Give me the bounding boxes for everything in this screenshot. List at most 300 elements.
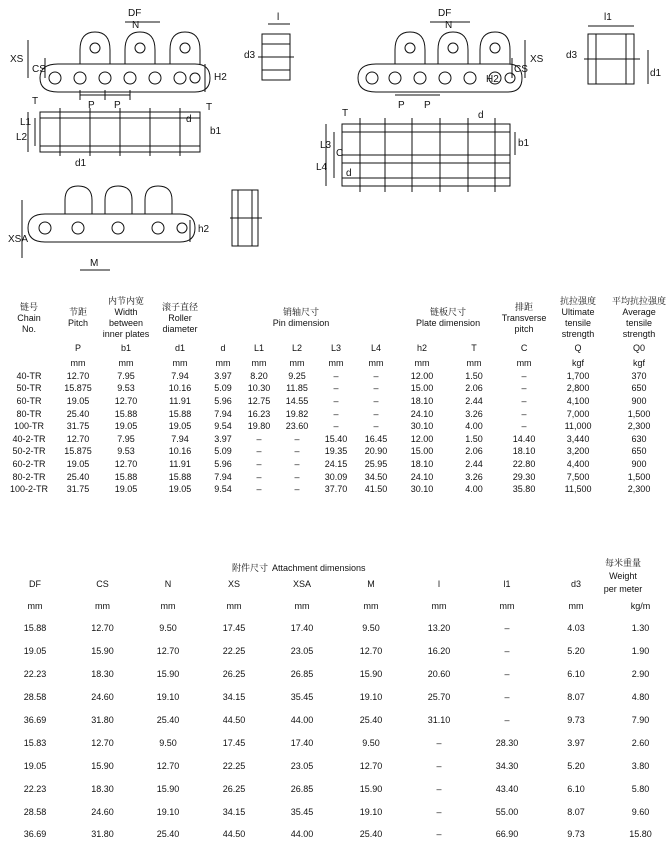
table-cell: 12.70 [66, 433, 90, 444]
table-cell: 24.10 [410, 408, 434, 419]
table-cell: 15.90 [156, 783, 180, 794]
table-cell: – [373, 383, 379, 394]
table-cell: 23.05 [290, 760, 314, 771]
table-cell: 15.00 [410, 446, 434, 457]
table-cell: 15.88 [168, 408, 192, 419]
header-transverse-pitch: 排距 Transverse pitch [501, 301, 547, 334]
table-cell: 30.10 [410, 421, 434, 432]
table-cell: 12.75 [247, 395, 271, 406]
table-cell: 19.80 [247, 421, 271, 432]
table-cell: 13.20 [427, 623, 451, 634]
table-cell: 2.44 [465, 458, 483, 469]
table-cell: 25.70 [427, 692, 451, 703]
table-cell: 15.00 [410, 383, 434, 394]
unit-cell: mm [226, 600, 242, 611]
table-cell: 15.875 [64, 383, 92, 394]
table-cell: 9.50 [159, 623, 177, 634]
chain-no-cell: 80-2-TR [12, 471, 46, 482]
table-cell: – [333, 383, 339, 394]
table-cell: – [521, 421, 527, 432]
table-row [0, 483, 670, 496]
table-cell: 10.16 [168, 446, 192, 457]
unit-cell: mm [118, 357, 134, 368]
table-cell: 7.94 [171, 370, 189, 381]
table-cell: – [504, 646, 510, 657]
table-cell: 12.70 [91, 737, 114, 748]
table-cell: 22.80 [512, 458, 536, 469]
table-cell: 15.40 [324, 433, 348, 444]
table-cell: 9.50 [362, 623, 380, 634]
table-row [0, 446, 670, 459]
table-cell: 12.00 [410, 370, 434, 381]
table-cell: 5.80 [631, 783, 650, 794]
table-cell: 31.10 [427, 715, 451, 725]
table-cell: 25.40 [156, 715, 180, 725]
table-cell: 16.20 [427, 646, 451, 657]
table-cell: 3.97 [214, 370, 232, 381]
symbol-cell [0, 340, 58, 356]
table-row [0, 777, 670, 800]
table-cell: 26.25 [222, 669, 246, 680]
weight-per-meter-header: 每米重量 Weight per meter [603, 558, 643, 594]
unit-cell: mm [499, 600, 515, 611]
table-cell: 19.82 [285, 408, 309, 419]
unit-cell: mm [568, 600, 584, 611]
header-roller-diameter: 滚子直径 Roller diameter [161, 301, 198, 334]
table-cell: 2.60 [631, 737, 650, 748]
table-row [0, 823, 670, 846]
label-L1: L1 [20, 117, 32, 128]
table-cell: 15.80 [629, 829, 652, 840]
symbol-cell: L2 [291, 342, 302, 353]
label-P: P [88, 100, 95, 111]
symbol-cell: h2 [417, 342, 428, 353]
table-cell: 23.05 [290, 646, 314, 657]
table-cell: 3,440 [566, 433, 590, 444]
table-cell: 15.90 [359, 669, 383, 680]
table-cell: 66.90 [495, 829, 519, 840]
symbol-cell: XSA [292, 579, 311, 589]
label-XSA: XSA [8, 234, 29, 245]
table-cell: 34.15 [222, 806, 246, 817]
chain-no-cell: 60-TR [16, 395, 42, 406]
symbol-cell: N [164, 579, 172, 589]
table-cell: 23.60 [285, 421, 309, 432]
table2-unit-row [0, 594, 670, 617]
chain-spec-table [0, 296, 670, 496]
table-cell: 19.05 [168, 421, 192, 432]
table2-body [0, 574, 670, 846]
label-L4: L4 [316, 162, 328, 173]
chain-no-cell: 80-TR [16, 408, 42, 419]
attachment-dimension-table [0, 574, 670, 846]
unit-cell: mm [289, 357, 305, 368]
attachment-dimensions-title: 附件尺寸 Attachment dimensions [232, 563, 366, 573]
label-XS-right: XS [530, 54, 544, 65]
unit-cell: mm [363, 600, 379, 611]
table-cell: 37.70 [324, 484, 348, 495]
table-cell: 2,300 [627, 484, 651, 495]
label-N: N [132, 20, 140, 31]
table-cell: 15.88 [23, 623, 47, 634]
table-cell: 19.10 [156, 806, 180, 817]
unit-cell: mm [414, 357, 430, 368]
table-cell: 31.75 [66, 421, 90, 432]
chain-attachment-front-view-left [28, 22, 210, 100]
table-cell: 8.20 [250, 370, 268, 381]
unit-cell: mm [466, 357, 482, 368]
table-cell: – [521, 383, 527, 394]
table-cell: 7.94 [171, 433, 189, 444]
label-M: M [90, 258, 99, 269]
header-chain-no: 链号 Chain No. [17, 301, 41, 334]
table-cell: 19.05 [114, 484, 138, 495]
table-cell: 28.58 [23, 806, 47, 817]
symbol-cell: l1 [503, 579, 511, 589]
table-cell: 12.70 [114, 458, 138, 469]
table-cell: 9.54 [214, 421, 232, 432]
symbol-cell: L1 [253, 342, 264, 353]
header-inner-width: 内节内宽 Width between inner plates [102, 296, 150, 339]
table-cell: 8.07 [567, 692, 585, 703]
table-cell: 24.15 [324, 458, 348, 469]
chain-no-cell: 50-TR [16, 383, 42, 394]
label-d1: d1 [75, 158, 87, 169]
symbol-cell: b1 [120, 342, 131, 353]
unit-cell: mm [215, 357, 231, 368]
table-cell: 9.25 [288, 370, 306, 381]
table-cell: 7.94 [214, 471, 232, 482]
table-cell: 2.06 [465, 383, 483, 394]
table-cell: 1.30 [631, 623, 650, 634]
label-H2-right: H2 [486, 74, 499, 85]
table-cell: 5.96 [214, 458, 232, 469]
table-cell: 44.50 [222, 829, 246, 840]
table-cell: 7.90 [631, 715, 650, 725]
unit-cell: mm [70, 357, 86, 368]
table-cell: 5.96 [214, 395, 232, 406]
label-DF-right: DF [438, 8, 452, 19]
table-cell: – [256, 484, 262, 495]
table-cell: 5.20 [567, 760, 585, 771]
table-cell: 25.40 [156, 829, 180, 840]
table-cell: 7.95 [117, 433, 135, 444]
symbol-cell: d1 [174, 342, 185, 353]
table-cell: 1.50 [465, 433, 483, 444]
unit-cell: mm [368, 357, 384, 368]
table-cell: 43.40 [495, 783, 519, 794]
table-cell: 2.06 [465, 446, 483, 457]
label-H2: H2 [214, 72, 227, 83]
table-row [0, 617, 670, 640]
symbol-cell: L4 [371, 342, 382, 353]
table-cell: 3.26 [465, 471, 483, 482]
attachment-side-profile-left [258, 24, 294, 80]
symbol-cell: CS [96, 579, 109, 589]
chain-attachment-front-view-right [358, 22, 525, 95]
table-cell: 19.05 [114, 421, 138, 432]
header-ultimate-strength: 抗拉强度 Ultimate tensile strength [560, 296, 597, 339]
table-row [0, 731, 670, 754]
table-cell: 25.40 [66, 408, 90, 419]
table-cell: – [373, 408, 379, 419]
unit-cell [0, 356, 58, 370]
table-cell: – [333, 395, 339, 406]
drawing-labels [8, 8, 662, 269]
label-T-right: T [342, 108, 349, 119]
table-cell: 28.58 [23, 692, 47, 703]
table-cell: 22.25 [222, 760, 246, 771]
symbol-cell: Q0 [633, 342, 646, 353]
table-cell: 12.00 [410, 433, 434, 444]
table-cell: – [436, 737, 442, 748]
table-cell: – [294, 433, 300, 444]
table-cell: 17.45 [222, 623, 246, 634]
chain-attachment-bent-view [22, 186, 262, 270]
table-cell: 19.05 [168, 484, 192, 495]
table-cell: 1.50 [465, 370, 483, 381]
table-cell: 14.55 [285, 395, 309, 406]
table1-symbol-row [0, 340, 670, 356]
table-cell: 19.05 [66, 458, 90, 469]
table1-unit-row [0, 356, 670, 370]
chain-no-cell: 60-2-TR [12, 458, 46, 469]
symbol-cell: l [438, 579, 440, 589]
unit-cell: kgf [633, 357, 646, 368]
table-cell: 25.40 [359, 715, 383, 725]
table-cell: 26.25 [222, 783, 246, 794]
unit-cell: mm [251, 357, 267, 368]
table-cell: 9.50 [362, 737, 380, 748]
table-cell: 28.30 [495, 737, 519, 748]
table-cell: 1,500 [627, 471, 651, 482]
unit-cell: kgf [572, 357, 585, 368]
table-cell: 11,000 [564, 421, 592, 432]
table-cell: 9.60 [631, 806, 650, 817]
table-cell: 11.91 [169, 458, 191, 469]
chain-no-cell: 40-TR [16, 370, 42, 381]
attachment-side-profile-right [584, 26, 648, 84]
table-cell: 20.60 [427, 669, 451, 680]
label-C: C [336, 148, 344, 159]
table-cell: 11.85 [286, 383, 308, 394]
technical-drawings [0, 0, 670, 280]
table-cell: 18.10 [410, 395, 434, 406]
table-cell: 29.30 [512, 471, 536, 482]
label-l1: l1 [604, 12, 612, 23]
table-row [0, 420, 670, 433]
table-cell: 16.23 [247, 408, 271, 419]
table-cell: 12.70 [156, 760, 180, 771]
table-cell: 19.10 [359, 806, 383, 817]
table-cell: 15.90 [91, 760, 114, 771]
table-cell: 3.97 [567, 737, 585, 748]
table-cell: 4.00 [465, 421, 483, 432]
table-cell: 26.85 [290, 669, 314, 680]
table-cell: 15.90 [91, 646, 114, 657]
table-cell: 8.07 [567, 806, 585, 817]
table-cell: – [504, 669, 510, 680]
table-cell: 55.00 [495, 806, 519, 817]
table-cell: 35.45 [290, 806, 314, 817]
table-cell: 900 [631, 395, 647, 406]
table-cell: 3.26 [465, 408, 483, 419]
table-cell: – [436, 760, 442, 771]
table-cell: 19.05 [66, 395, 90, 406]
table-cell: 1,700 [566, 370, 590, 381]
symbol-cell: d3 [570, 579, 581, 589]
symbol-cell: d [220, 342, 226, 353]
table-cell: 4,100 [566, 395, 590, 406]
label-L2: L2 [16, 132, 28, 143]
table-cell: 31.80 [91, 829, 114, 840]
table-cell: 15.88 [114, 471, 138, 482]
table-cell: 4.00 [465, 484, 483, 495]
table-cell: – [294, 446, 300, 457]
table-cell: 11,500 [564, 484, 592, 495]
table-cell: 30.10 [410, 484, 434, 495]
table-cell: 17.40 [290, 623, 314, 634]
table-cell: – [333, 421, 339, 432]
table-cell: 10.16 [168, 383, 192, 394]
table-cell: 24.60 [91, 806, 114, 817]
table-cell: 4.03 [567, 623, 585, 634]
table-cell: 4,400 [566, 458, 590, 469]
symbol-cell: C [520, 342, 528, 353]
table-cell: 35.80 [512, 484, 536, 495]
table-cell: 10.30 [247, 383, 271, 394]
table-cell: – [256, 471, 262, 482]
table-cell: 36.69 [23, 829, 47, 840]
label-d-right: d [478, 110, 484, 121]
table-cell: – [333, 408, 339, 419]
table-cell: 370 [631, 370, 647, 381]
table-cell: 34.50 [364, 471, 388, 482]
table-cell: – [436, 783, 442, 794]
table-cell: 9.50 [159, 737, 177, 748]
unit-cell: kg/m [630, 600, 651, 611]
table-cell: 9.73 [567, 829, 585, 840]
unit-cell: mm [328, 357, 344, 368]
table-cell: 1.90 [631, 646, 650, 657]
table-cell: – [333, 370, 339, 381]
unit-cell: mm [294, 600, 310, 611]
table-cell: 9.53 [117, 446, 135, 457]
header-pin-dimension: 销轴尺寸 Pin dimension [272, 307, 330, 328]
label-P-right: P [398, 100, 405, 111]
table-cell: 41.50 [364, 484, 388, 495]
table-cell: 650 [631, 383, 647, 394]
table-cell: – [373, 395, 379, 406]
table-cell: – [256, 458, 262, 469]
empty-cell [611, 574, 670, 594]
chain-no-cell: 40-2-TR [12, 433, 46, 444]
table-cell: 3.80 [631, 760, 650, 771]
table-cell: 11.91 [169, 395, 191, 406]
table-row [0, 663, 670, 686]
table-cell: 7.95 [117, 370, 135, 381]
table-cell: 18.10 [410, 458, 434, 469]
table1-body [0, 340, 670, 496]
table-row [0, 408, 670, 421]
table-cell: 44.00 [290, 829, 314, 840]
symbol-cell: Q [574, 342, 582, 353]
label-l: l [277, 12, 280, 23]
table-cell: 14.40 [512, 433, 536, 444]
symbol-cell: T [471, 342, 477, 353]
label-P-2: P [114, 100, 121, 111]
table-cell: 35.45 [290, 692, 314, 703]
table-cell: 25.40 [359, 829, 383, 840]
chain-no-cell: 100-2-TR [9, 484, 48, 495]
table-cell: 25.95 [364, 458, 388, 469]
label-N-right: N [445, 20, 453, 31]
table-row [0, 433, 670, 446]
table-row [0, 370, 670, 383]
label-P-right-2: P [424, 100, 431, 111]
table-cell: 3,200 [566, 446, 590, 457]
table-cell: 19.35 [324, 446, 348, 457]
table-row [0, 754, 670, 777]
label-L3: L3 [320, 140, 332, 151]
table-cell: 24.60 [91, 692, 114, 703]
table-cell: 12.70 [66, 370, 90, 381]
unit-cell: mm [95, 600, 110, 611]
table-cell: 6.10 [567, 669, 585, 680]
table-cell: 6.10 [567, 783, 585, 794]
table-cell: 22.25 [222, 646, 246, 657]
table-cell: 12.70 [91, 623, 114, 634]
label-d-right-2: d [346, 168, 352, 179]
table-cell: 36.69 [23, 715, 47, 725]
header-pitch: 节距 Pitch [67, 307, 88, 328]
table-cell: 19.05 [23, 646, 47, 657]
table-cell: 19.10 [156, 692, 180, 703]
table-cell: 20.90 [364, 446, 388, 457]
symbol-cell: P [74, 342, 81, 353]
chain-no-cell: 100-TR [13, 421, 44, 432]
label-XS: XS [10, 54, 24, 65]
table-cell: 44.50 [222, 715, 246, 725]
label-CS-right: CS [514, 64, 528, 75]
table-cell: – [256, 446, 262, 457]
table-cell: 17.40 [290, 737, 314, 748]
table-cell: 4.80 [631, 692, 650, 703]
unit-cell: mm [27, 600, 43, 611]
table-cell: – [373, 421, 379, 432]
table-cell: 18.30 [91, 669, 114, 680]
unit-cell: mm [431, 600, 447, 611]
table-cell: 30.09 [324, 471, 348, 482]
double-chain-section-view [326, 118, 515, 192]
table-cell: – [504, 692, 510, 703]
label-d: d [186, 114, 192, 125]
table-cell: – [521, 370, 527, 381]
table-cell: 18.30 [91, 783, 114, 794]
table-cell: 9.53 [117, 383, 135, 394]
table-cell: 2,800 [566, 383, 590, 394]
table-cell: – [294, 471, 300, 482]
table-cell: 16.45 [364, 433, 388, 444]
table-cell: 5.09 [214, 446, 232, 457]
symbol-cell: DF [29, 579, 41, 589]
label-d3: d3 [244, 50, 256, 61]
table-cell: 12.70 [359, 760, 383, 771]
table-row [0, 471, 670, 484]
header-average-strength: 平均抗拉强度 Average tensile strength [612, 296, 667, 339]
table1-header-row [0, 296, 670, 340]
table-cell: 2,300 [627, 421, 651, 432]
